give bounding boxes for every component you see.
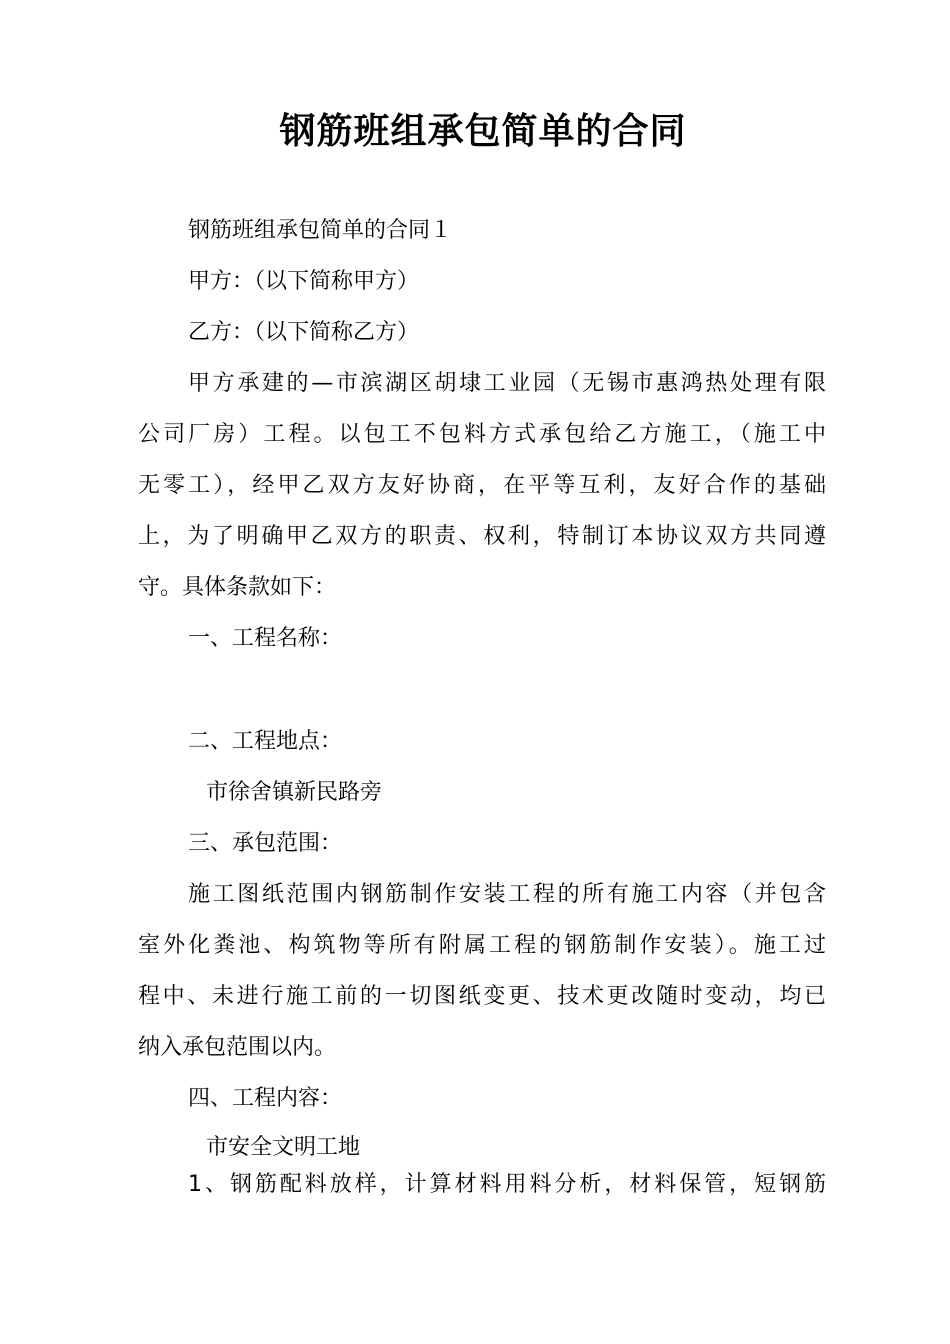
document-title: 钢筋班组承包简单的合同 [279, 111, 687, 152]
intro-paragraph-line-4: 上，为了明确甲乙双方的职责、权利，特制订本协议双方共同遵 [138, 524, 826, 549]
section-project-name: 一、工程名称： [188, 626, 343, 651]
section-content: 四、工程内容： [188, 1086, 343, 1111]
intro-paragraph-line-5: 守。具体条款如下： [138, 575, 337, 600]
party-a-line: 甲方：（以下简称甲方） [188, 269, 420, 294]
contract-heading: 钢筋班组承包简单的合同１ [188, 218, 453, 243]
intro-paragraph-line-1: 甲方承建的—市滨湖区胡埭工业园（无锡市惠鸿热处理有限 [188, 371, 826, 396]
intro-paragraph-line-2: 公司厂房）工程。以包工不包料方式承包给乙方施工，（施工中 [138, 422, 826, 447]
section-project-location: 二、工程地点： [188, 729, 343, 754]
scope-paragraph-line-4: 纳入承包范围以内。 [138, 1035, 337, 1060]
scope-paragraph-line-3: 程中、未进行施工前的一切图纸变更、技术更改随时变动，均已 [138, 984, 826, 1009]
content-standard: 市安全文明工地 [206, 1135, 361, 1160]
party-b-line: 乙方：（以下简称乙方） [188, 320, 420, 345]
project-location-value: 市徐舍镇新民路旁 [206, 780, 383, 805]
section-scope: 三、承包范围： [188, 831, 343, 856]
scope-paragraph-line-1: 施工图纸范围内钢筋制作安装工程的所有施工内容（并包含 [188, 882, 826, 907]
scope-paragraph-line-2: 室外化粪池、构筑物等所有附属工程的钢筋制作安装）。施工过 [138, 933, 826, 958]
content-item-1: 1、钢筋配料放样，计算材料用料分析，材料保管，短钢筋 [188, 1172, 826, 1197]
intro-paragraph-line-3: 无零工），经甲乙双方友好协商，在平等互利，友好合作的基础 [138, 473, 826, 498]
